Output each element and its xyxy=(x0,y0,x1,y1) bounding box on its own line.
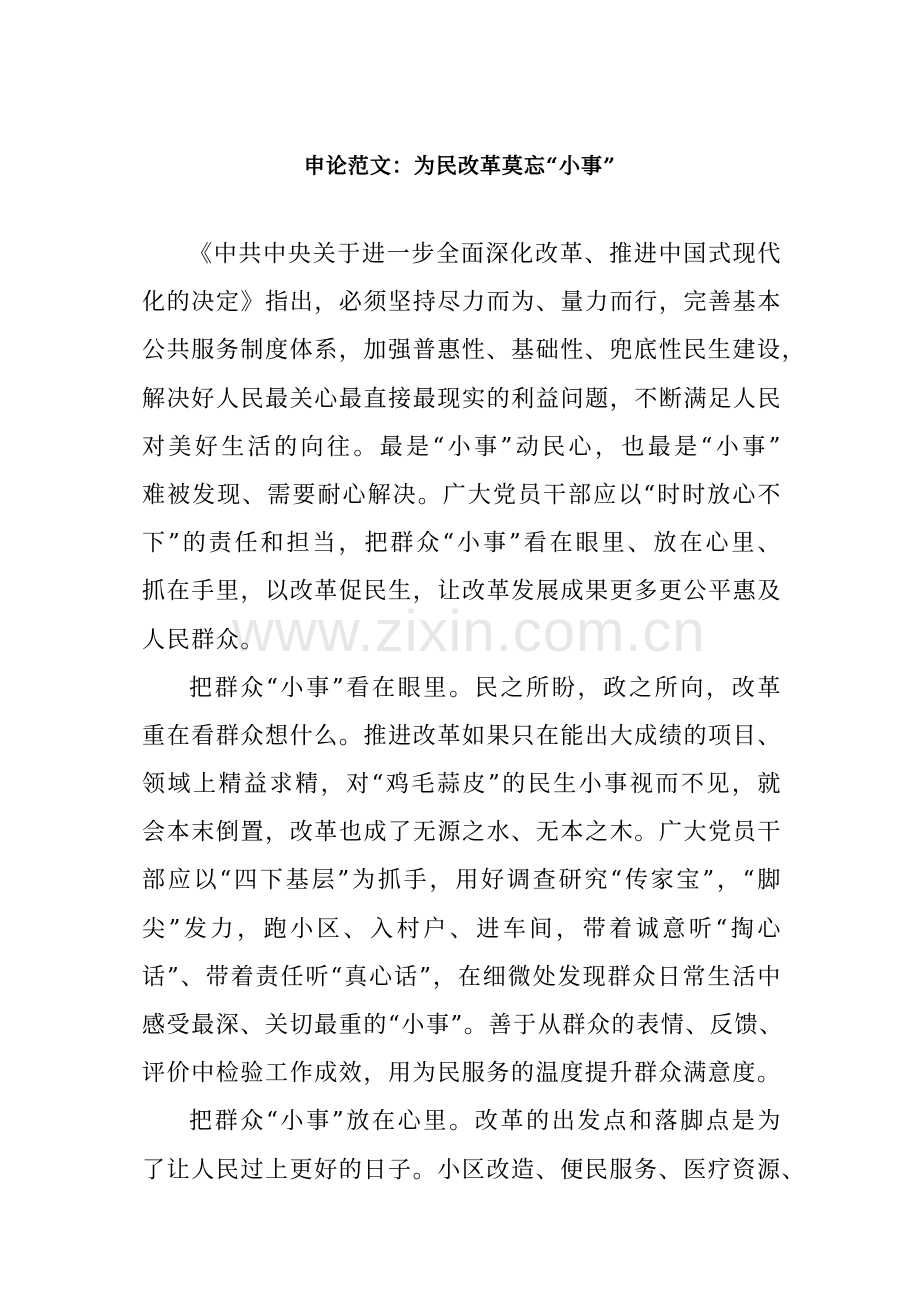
paragraph-line: 感受最深、关切最重的“小事”。善于从群众的表情、反馈、 xyxy=(142,1012,784,1038)
paragraph-line: 下”的责任和担当，把群众“小事”看在眼里、放在心里、 xyxy=(142,530,782,557)
paragraph-line: 解决好人民最关心最直接最现实的利益问题，不断满足人民 xyxy=(142,385,782,412)
paragraph-line: 化的决定》指出，必须坚持尽力而为、量力而行，完善基本 xyxy=(142,289,782,316)
paragraph-line: 话”、带着责任听“真心话”，在细微处发现群众日常生活中 xyxy=(142,963,782,990)
paragraph-line: 领域上精益求精，对“鸡毛蒜皮”的民生小事视而不见，就 xyxy=(142,771,782,798)
paragraph-line: 人民群众。 xyxy=(142,626,265,653)
paragraph-line: 把群众“小事”放在心里。改革的出发点和落脚点是为 xyxy=(189,1108,782,1135)
paragraph-line: 抓在手里，以改革促民生，让改革发展成果更多更公平惠及 xyxy=(142,578,782,605)
paragraph-line: 评价中检验工作成效，用为民服务的温度提升群众满意度。 xyxy=(142,1060,782,1087)
paragraph-line: 公共服务制度体系，加强普惠性、基础性、兜底性民生建设， xyxy=(142,337,807,364)
paragraph-line: 《中共中央关于进一步全面深化改革、推进中国式现代 xyxy=(189,241,782,267)
document-body xyxy=(142,230,807,1194)
paragraph-line: 对美好生活的向往。最是“小事”动民心，也最是“小事” xyxy=(142,433,782,460)
paragraph-line: 部应以“四下基层”为抓手，用好调查研究“传家宝”，“脚 xyxy=(142,867,782,894)
document-title: 申论范文：为民改革莫忘“小事” xyxy=(303,153,617,178)
paragraph-line: 了让人民过上更好的日子。小区改造、便民服务、医疗资源、 xyxy=(142,1156,807,1183)
paragraph-line: 难被发现、需要耐心解决。广大党员干部应以“时时放心不 xyxy=(142,481,782,508)
paragraph-line: 会本末倒置，改革也成了无源之水、无本之木。广大党员干 xyxy=(142,819,782,846)
watermark: www.zixin.com.cn xyxy=(232,599,706,664)
paragraph-line: 把群众“小事”看在眼里。民之所盼，政之所向，改革 xyxy=(189,674,782,701)
paragraph-line: 尖”发力，跑小区、入村户、进车间，带着诚意听“掏心 xyxy=(142,915,782,942)
paragraph-line: 重在看群众想什么。推进改革如果只在能出大成绩的项目、 xyxy=(142,722,782,749)
